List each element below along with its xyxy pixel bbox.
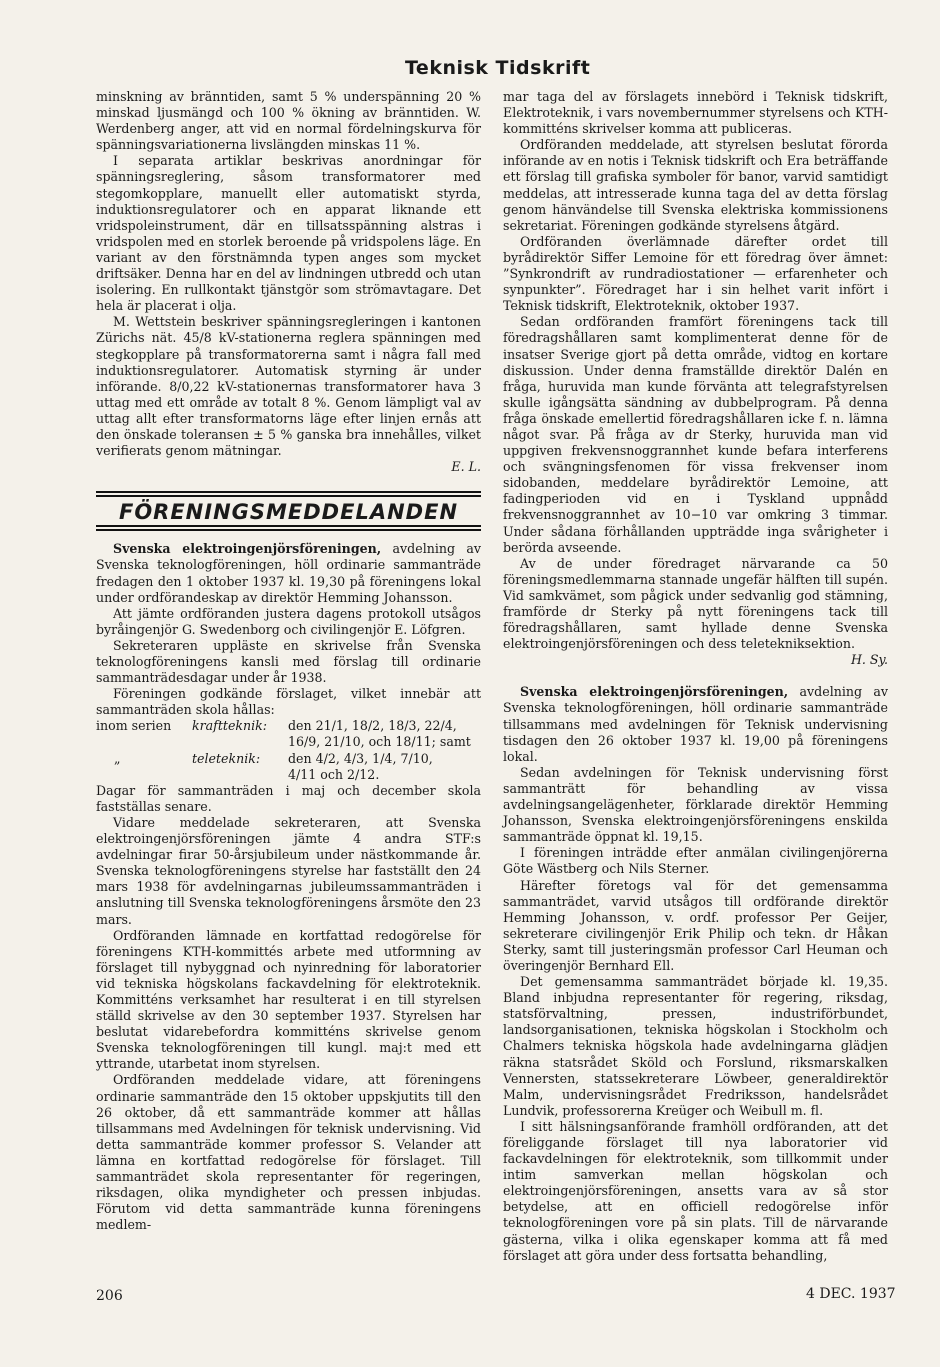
meeting-report-lead [96,541,481,605]
issue-date: 4 DEC. 1937 [806,1286,896,1302]
page-number: 206 [96,1288,123,1304]
left-column [96,89,481,1233]
lead-text: avdelning av Svenska teknologföreningen, höll ordinarie sammanträde fredagen den 1 oktober 1937 kl. 19,30 på föreningens lokal under ordförandeskap av direktör Hemming Johansson. [96,541,481,605]
schedule-series: teleteknik: [192,750,261,766]
paragraph: Föreningen godkände förslaget, vilket innebär att sammanträden skola hållas: [96,686,481,718]
paragraph: I sitt hälsningsanförande framhöll ordföranden, att det föreliggande förslaget till nya laboratorier vid fackavdelningen för elektroteknik, som tillkommit under intim samverkan mellan högskolan och elektroingenjörsföreningen, ansetts vara av så stor betydelse, att en officiell redogörelse inför teknologföreningen vore på sin plats. Till de närvarande gästerna, vilka i olika egenskaper komma att få med förslaget att göra under dess fortsatta behandling, [503,1118,888,1263]
schedule-label: „ [114,750,121,766]
meeting-report-lead [503,684,888,764]
paragraph: Ordföranden meddelade, att styrelsen beslutat förorda införande av en notis i Teknisk tidskrift och Era beträffande ett förslag till grafiska symboler för banor, varvid samtidigt meddelas, att intresserade kunna taga del av detta förslag genom hänvändelse till Svenska elektriska kommissionens sekretariat. Föreningen godkände styrelsens åtgärd. [503,137,888,233]
schedule-dates: 16/9, 21/10, och 18/11; samt [288,734,471,750]
paragraph: Ordföranden meddelade vidare, att föreningens ordinarie sammanträde den 15 oktober uppskjutits till den 26 oktober, då ett sammanträde kommer att hållas tillsammans med Avdelningen för teknisk undervisning. Vid detta sammanträde kommer professor S. Velander att lämna en kortfattad redogörelse för förslaget. Till sammanträdet skola representanter för regeringen, riksdagen, olika myndigheter och pressen inbjudas. Förutom vid detta sammanträde kunna föreningens medlem- [96,1072,481,1233]
paragraph: Dagar för sammanträden i maj och december skola fastställas senare. [96,782,481,814]
paragraph: Av de under föredraget närvarande ca 50 föreningsmedlemmarna stannade ungefär hälften till supén. Vid samkvämet, som pågick under sedvanlig god stämning, framförde dr Sterky på nytt föreningens tack till föredragshållaren, samt hyllade denne Svenska elektroingenjörsföreningen och dess teletekniksektion. [503,555,888,652]
society-name: Svenska elektroingenjörsföreningen, [520,684,789,700]
author-signature: H. Sy. [850,652,888,668]
paragraph: Ordföranden lämnade en kortfattad redogörelse för föreningens KTH-kommittés arbete med utformning av förslaget till nybyggnad och nyinredning för laboratorier vid tekniska högskolans fackavdelning för elektroteknik. Kommitténs verksamhet har resulterat i en till styrelsen ställd skrivelse av den 30 september 1937. Styrelsen har beslutat vidarebefordra kommitténs skrivelse genom Svenska teknologföreningen till kungl. maj:t med ett yttrande, utarbetat inom styrelsen. [96,927,481,1072]
paragraph: Ordföranden överlämnade därefter ordet till byrådirektör Siffer Lemoine för ett föredrag över ämnet: ”Synkrondrift av rundradiostationer — erfarenheter och synpunkter”. Föredraget har i sin helhet varit infört i Teknisk tidskrift, Elektroteknik, oktober 1937. [503,233,888,314]
paragraph: I föreningen inträdde efter anmälan civilingenjörerna Göte Wästberg och Nils Sterner. [503,845,888,877]
schedule-dates: 4/11 och 2/12. [288,766,380,782]
paragraph: M. Wettstein beskriver spänningsregleringen i kantonen Zürichs nät. 45/8 kV-stationerna reglera spänningen med stegkopplare på transformatorerna samt i några fall med induktionsregulatorer. Automatisk styrning är under införande. 8/0,22 kV-stationernas transformatorer hava 3 uttag med ett område av totalt 8 %. Genom lämpligt val av uttag allt efter transformatorns läge efter linjen ernås att den önskade toleransen ± 5 % ganska bra innehålles, vilket verifierats genom mätningar. [96,314,481,459]
lead-text: avdelning av Svenska teknologföreningen, höll ordinarie sammanträde tillsammans med avdelningen för Teknisk undervisning tisdagen den 26 oktober 1937 kl. 19,00 på föreningens lokal. [503,684,888,764]
paragraph: Sekreteraren uppläste en skrivelse från Svenska teknologföreningens kansli med förslag till ordinarie sammanträdesdagar under år 1938. [96,637,481,686]
paragraph: minskning av bränntiden, samt 5 % underspänning 20 % minskad ljusmängd och 100 % ökning av bränntiden. W. Werdenberg anger, att vid en normal fördelningskurva för spänningsvariationerna livslängden minskas 11 %. [96,89,481,153]
schedule-label: inom serien [96,718,172,734]
meeting-schedule [96,718,481,782]
schedule-dates: den 4/2, 4/3, 1/4, 7/10, [288,750,433,766]
author-signature: E. L. [451,459,481,475]
section-title-box [96,495,481,527]
journal-header: Teknisk Tidskrift [405,57,591,79]
paragraph: Vidare meddelade sekreteraren, att Svenska elektroingenjörsföreningen jämte 4 andra STF:s avdelningar firar 50-årsjubileum under nästkommande år. Svenska teknologföreningens styrelse har fastställt den 24 mars 1938 för avdelningarnas jubileumssammanträden i anslutning till Svenska teknologföreningens årsmöte den 23 mars. [96,814,481,927]
paragraph: Sedan avdelningen för Teknisk undervisning först sammanträtt för behandling av vissa avdelningsangelägenheter, förklarade direktör Hemming Johansson, Svenska elektroingenjörsföreningens enskilda sammanträde öppnat kl. 19,15. [503,764,888,845]
paragraph: mar taga del av förslagets innebörd i Teknisk tidskrift, Elektroteknik, i vars novembernummer styrelsens och KTH-kommitténs skrivelser komma att publiceras. [503,89,888,137]
society-name: Svenska elektroingenjörsföreningen, [113,541,382,557]
schedule-series: kraftteknik: [192,718,268,734]
section-title: FÖRENINGSMEDDELANDEN [118,500,459,525]
paragraph: I separata artiklar beskrivas anordningar för spänningsreglering, såsom transformatorer med stegomkopplare, manuellt eller automatiskt styrda, induktionsregulatorer och en apparat liknande ett vridspoleinstrument, där en tillsatsspänning alstras i vridspolen med en storlek beroende på vridspolens läge. En variant av den förstnämnda typen anges som mycket driftsäker. Denna har en del av lindningen utbredd och utan isolering. En rullkontakt tjänstgör som strömavtagare. Det hela är placerat i olja. [96,153,481,314]
paragraph: Att jämte ordföranden justera dagens protokoll utsågos byråingenjör G. Swedenborg och civilingenjör E. Löfgren. [96,605,481,637]
schedule-dates: den 21/1, 18/2, 18/3, 22/4, [288,718,457,734]
paragraph: Härefter företogs val för det gemensamma sammanträdet, varvid utsågos till ordförande direktör Hemming Johansson, v. ordf. professor Per Geijer, sekreterare civilingenjör Erik Philip och tekn. dr Håkan Sterky, samt till justeringsmän professor Carl Heuman och överingenjör Bernhard Ell. [503,877,888,973]
paragraph: Det gemensamma sammanträdet började kl. 19,35. Bland inbjudna representanter för regering, riksdag, statsförvaltning, pressen, industriförbundet, landsorganisationen, tekniska högskolan i Stockholm och Chalmers tekniska högskola hade avdelningarna glädjen räkna statsrådet Sköld och Forslund, riksmarskalken Vennersten, statssekreterare Löwbeer, generaldirektör Malm, undervisningsrådet Fredriksson, handelsrådet Lundvik, professorerna Kreüger och Weibull m. fl. [503,974,888,1118]
paragraph: Sedan ordföranden framfört föreningens tack till föredragshållaren samt komplimenterat denne för de insatser Sverige gjort på detta område, vidtog en kortare diskussion. Under denna framställde direktör Dalén en fråga, huruvida man kunde förvänta att telegrafstyrelsen skulle igångsätta sändning av dubbelprogram. På denna fråga önskade emellertid föredragshållaren icke f. n. lämna något svar. På fråga av dr Sterky, huruvida man vid uppgiven frekvensnoggrannhet kunde befara interferens och svängningsfenomen för vissa frekvenser inom sidobanden, meddelare byrådirektör Lemoine, att fadingperioden vid en i Tyskland uppnådd frekvensnoggrannhet av 10−10 var omkring 3 timmar. Under sådana förhållanden uppträdde inga svårigheter i berörda avseende. [503,314,888,555]
right-column [503,89,888,1264]
